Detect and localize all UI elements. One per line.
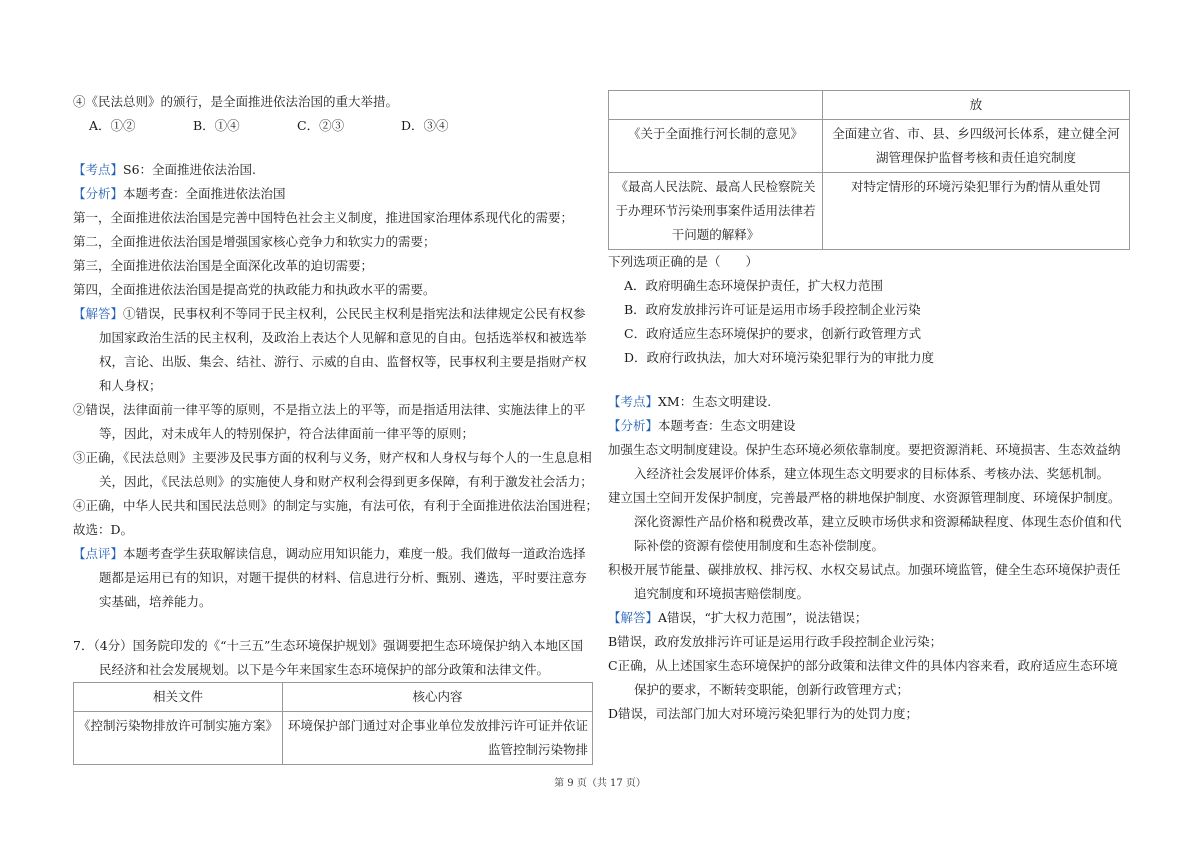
jieda-answer: 故选：D。 — [73, 522, 134, 537]
kaodian-section — [608, 390, 1130, 414]
table-row — [609, 120, 1130, 173]
fenxi-point: 第二，全面推进依法治国是增强国家核心竞争力和软实力的需要； — [73, 234, 436, 249]
q7-question: 下列选项正确的是（ ） — [608, 254, 759, 269]
kaodian-text: XM：生态文明建设. — [658, 394, 772, 409]
policy-table-continued — [608, 90, 1130, 250]
q7-option-c: C．政府适应生态环境保护的要求，创新行政管理方式 — [624, 326, 922, 341]
q7-option-b: B．政府发放排污许可证是运用市场手段控制企业污染 — [624, 302, 921, 317]
jieda-item-3: ③正确，《民法总则》主要涉及民事方面的权利与义务，财产权和人身权与每个人的一生息息相关，因此，《民法总则》的实施使人身和财产权利会得到更多保障，有利于激发社会活力； — [73, 450, 593, 489]
table-row — [609, 91, 1130, 120]
q7-option-d: D．政府行政执法，加大对环境污染犯罪行为的审批力度 — [624, 350, 935, 365]
fenxi-section — [608, 414, 1130, 438]
kaodian-text: S6：全面推进依法治国. — [123, 162, 257, 177]
q6-option-b: B．①④ — [193, 118, 240, 133]
table-cell-content: 对特定情形的环境污染犯罪行为酌情从重处罚 — [823, 173, 1130, 250]
table-cell-doc: 《控制污染物排放许可制实施方案》 — [74, 712, 283, 765]
jieda-item-a: 【解答】A错误，“扩大权力范围”，说法错误； — [608, 610, 868, 625]
dianping-section: 【点评】本题考查学生获取解读信息，调动应用知识能力，难度一般。我们做每一道政治选择题都是运用已有的知识，对题干提供的材料、信息进行分析、甄别、遴选，平时要注意夯实基础，培养能力。 — [73, 546, 587, 609]
policy-table — [73, 682, 593, 765]
jieda-item-b: B错误，政府发放排污许可证是运用行政手段控制企业污染； — [608, 634, 943, 649]
table-header-cell: 核心内容 — [283, 683, 593, 712]
fenxi-paragraph: 积极开展节能量、碳排放权、排污权、水权交易试点。加强环境监管，健全生态环境保护责任追究制度和环境损害赔偿制度。 — [608, 562, 1121, 601]
q7-option-a: A．政府明确生态环境保护责任，扩大权力范围 — [624, 278, 884, 293]
fenxi-tag: 【分析】 — [608, 418, 659, 433]
fenxi-paragraph: 加强生态文明制度建设。保护生态环境必须依靠制度。要把资源消耗、环境损害、生态效益纳入经济社会发展评价体系，建立体现生态文明要求的目标体系、考核办法、奖惩机制。 — [608, 442, 1121, 481]
table-row — [74, 712, 593, 765]
table-header-cell: 相关文件 — [74, 683, 283, 712]
page-footer: 第 9 页（共 17 页） — [554, 778, 646, 789]
jieda-item-c: C正确，从上述国家生态环境保护的部分政策和法律文件的具体内容来看，政府适应生态环境保护的要求，不断转变职能，创新行政管理方式； — [608, 658, 1118, 697]
kaodian-tag: 【考点】 — [73, 162, 124, 177]
fenxi-tag: 【分析】 — [73, 186, 124, 201]
jieda-item-4: ④正确，中华人民共和国民法总则》的制定与实施，有法可依，有利于全面推进依法治国进程； — [73, 498, 599, 513]
fenxi-point: 第三，全面推进依法治国是全面深化改革的迫切需要； — [73, 258, 374, 273]
q7-stem: 7．（4分）国务院印发的《“十三五”生态环境保护规划》强调要把生态环境保护纳入本地区国民经济和社会发展规划。以下是今年来国家生态环境保护的部分政策和法律文件。 — [73, 638, 583, 677]
fenxi-paragraph: 建立国土空间开发保护制度，完善最严格的耕地保护制度、水资源管理制度、环境保护制度。深化资源性产品价格和税费改革，建立反映市场供求和资源稀缺程度、体现生态价值和代际补偿的资源有偿使用制度和生态补偿制度。 — [608, 490, 1122, 553]
q6-option-a: A．①② — [89, 118, 136, 133]
jieda-tag: 【解答】 — [73, 306, 124, 321]
table-cell-doc: 《最高人民法院、最高人民检察院关于办理环节污染刑事案件适用法律若干问题的解释》 — [609, 173, 823, 250]
fenxi-point: 第四，全面推进依法治国是提高党的执政能力和执政水平的需要。 — [73, 282, 436, 297]
q6-option-d: D．③④ — [401, 118, 449, 133]
fenxi-text: 本题考查：全面推进依法治国 — [123, 186, 286, 201]
kaodian-section — [73, 158, 593, 182]
jieda-item-1: 【解答】①错误，民事权利不等同于民主权利，公民民主权利是指宪法和法律规定公民有权参加国家政治生活的民主权利，及政治上表达个人见解和意见的自由。包括选举权和被选举权，言论、出版、集会、结社、游行、示威的自由、监督权等，民事权利主要是指财产权和人身权； — [73, 306, 587, 393]
fenxi-section — [73, 182, 593, 206]
table-cell-content: 放 — [823, 91, 1130, 120]
jieda-item-d: D错误，司法部门加大对环境污染犯罪行为的处罚力度； — [608, 706, 919, 721]
table-row — [609, 173, 1130, 250]
dianping-tag: 【点评】 — [73, 546, 124, 561]
q6-option-c: C．②③ — [297, 118, 345, 133]
jieda-tag: 【解答】 — [608, 610, 659, 625]
table-cell-content: 环境保护部门通过对企事业单位发放排污许可证并依证监管控制污染物排 — [283, 712, 593, 765]
kaodian-tag: 【考点】 — [608, 394, 659, 409]
jieda-item-2: ②错误，法律面前一律平等的原则，不是指立法上的平等，而是指适用法律、实施法律上的平等，因此，对未成年人的特别保护，符合法律面前一律平等的原则； — [73, 402, 586, 441]
fenxi-point: 第一，全面推进依法治国是完善中国特色社会主义制度，推进国家治理体系现代化的需要； — [73, 210, 574, 225]
q6-item-4: ④《民法总则》的颁行，是全面推进依法治国的重大举措。 — [73, 94, 399, 109]
fenxi-text: 本题考查：生态文明建设 — [658, 418, 796, 433]
q6-options — [73, 114, 593, 138]
table-cell-content: 全面建立省、市、县、乡四级河长体系，建立健全河湖管理保护监督考核和责任追究制度 — [823, 120, 1130, 173]
table-cell-doc: 《关于全面推行河长制的意见》 — [609, 120, 823, 173]
table-header-row — [74, 683, 593, 712]
right-column — [608, 90, 1130, 726]
left-column — [73, 90, 599, 765]
